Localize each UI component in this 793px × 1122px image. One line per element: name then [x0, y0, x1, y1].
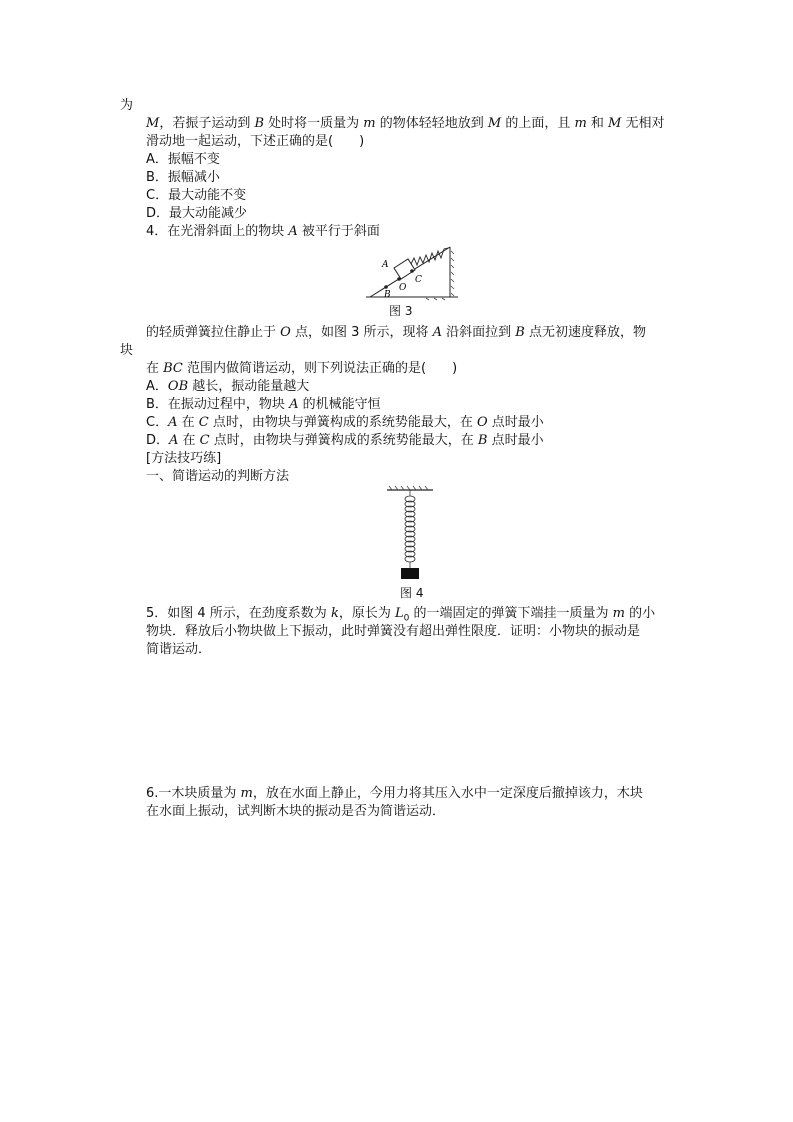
figure-3-caption: 图 3: [389, 304, 413, 318]
q3-continuation-char: 为: [120, 98, 134, 113]
label-b: B: [384, 290, 391, 300]
q5-line2: 物块．释放后小物块做上下振动，此时弹簧没有超出弹性限度．证明：小物块的振动是: [146, 624, 641, 639]
section-heading: [方法技巧练]: [146, 451, 222, 466]
label-a: A: [382, 260, 389, 270]
q6-line2: 在水面上振动，试判断木块的振动是否为简谐运动．: [146, 804, 446, 819]
label-c: C: [415, 275, 422, 285]
q3-option-a: A．振幅不变: [146, 152, 220, 167]
q4-stem-wrap: 块: [120, 343, 134, 358]
q4-option-d: D．A 在 C 点时，由物块与弹簧构成的系统势能最大，在 B 点时最小: [146, 433, 544, 448]
q4-stem-line3: 在 BC 范围内做简谐运动，则下列说法正确的是( ): [146, 361, 458, 376]
incline-spring-figure: [366, 236, 466, 300]
q6-line1: 6.一木块质量为 m，放在水面上静止，今用力将其压入水中一定深度后撤掉该力，木块: [146, 786, 643, 801]
hanging-block: [401, 568, 419, 579]
spring: [411, 248, 448, 265]
figure-4-caption: 图 4: [400, 586, 424, 600]
q4-stem-line1: 4．在光滑斜面上的物块 A 被平行于斜面: [146, 224, 380, 239]
label-o: O: [399, 283, 407, 293]
q3-line2: 滑动地一起运动，下述正确的是( ): [146, 134, 365, 149]
q5-line1: 5．如图 4 所示，在劲度系数为 k，原长为 $L_0$ 的一端固定的弹簧下端挂一质量为 m 的小: [146, 606, 656, 624]
q3-option-b: B．振幅减小: [146, 170, 220, 185]
coil-spring: [405, 490, 415, 568]
q3-option-c: C．最大动能不变: [146, 188, 247, 203]
q4-option-b: B．在振动过程中，物块 A 的机械能守恒: [146, 397, 381, 412]
section-subheading: 一、简谐运动的判断方法: [146, 469, 290, 484]
q3-option-d: D．最大动能减少: [146, 206, 248, 221]
q4-option-a: A．OB 越长，振动能量越大: [146, 379, 310, 394]
q4-stem-line2: 的轻质弹簧拉住静止于 O 点，如图 3 所示，现将 A 沿斜面拉到 B 点无初速度释放，物: [146, 325, 646, 340]
q3-line1: M，若振子运动到 B 处时将一质量为 m 的物体轻轻地放到 M 的上面，且 m 和 M 无相对: [146, 116, 665, 131]
q5-line3: 简谐运动．: [146, 642, 212, 657]
hanging-spring-figure: [385, 486, 435, 582]
q4-option-c: C．A 在 C 点时，由物块与弹簧构成的系统势能最大，在 O 点时最小: [146, 415, 544, 430]
